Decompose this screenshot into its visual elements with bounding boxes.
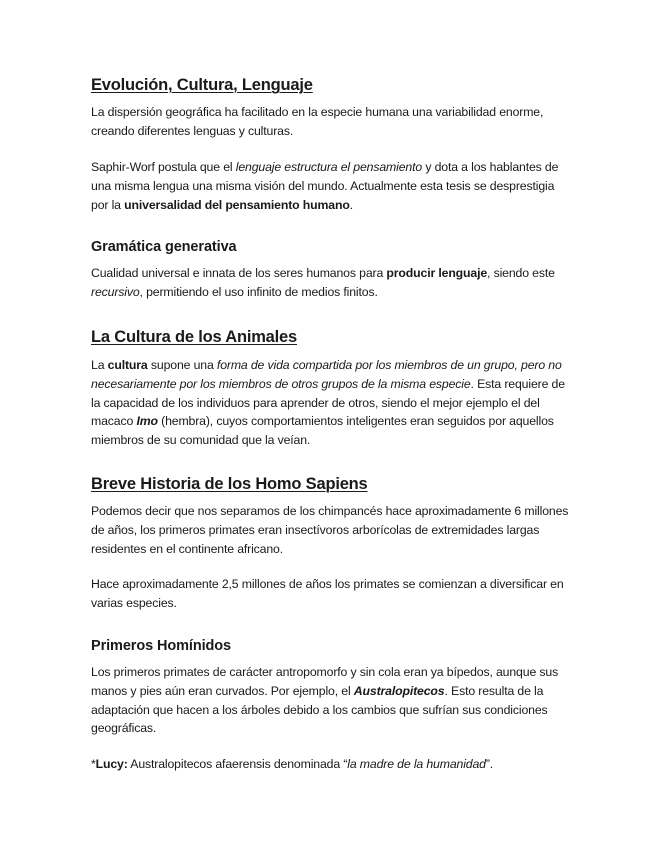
text-run: Los primeros primates de carácter antropomorfo y sin cola eran ya bípedos, aunque sus manos y pies aún eran curvados. Por ejemplo, el bbox=[91, 665, 559, 698]
paragraph-dispersion: La dispersión geográfica ha facilitado en la especie humana una variabilidad enorme, creando diferentes lenguas y culturas. bbox=[91, 105, 544, 138]
text-run: Australopitecos afaerensis denominada “ bbox=[127, 757, 348, 771]
text-run: y dota a los hablantes de una misma lengua una misma visión del mundo. Actualmente esta tesis se desprestigia por la bbox=[91, 160, 559, 212]
bold-run: cultura bbox=[107, 358, 148, 372]
text-run: Saphir-Worf postula que el bbox=[91, 160, 236, 174]
text-run: , siendo este bbox=[487, 266, 555, 280]
note-lucy bbox=[91, 755, 571, 774]
italic-run: forma de vida compartida por los miembros de un grupo, pero no necesariamente por los miembros de otros grupos de la misma especie bbox=[91, 358, 562, 391]
heading-gramatica: Gramática generativa bbox=[91, 239, 237, 255]
paragraph-saphir-worf bbox=[91, 158, 571, 214]
italic-run: lenguaje estructura el pensamiento bbox=[235, 160, 423, 174]
paragraph-diversificacion: Hace aproximadamente 2,5 millones de años los primates se comienzan a diversificar en varias especies. bbox=[91, 577, 564, 610]
paragraph-gramatica bbox=[91, 264, 571, 302]
italic-run: la madre de la humanidad bbox=[347, 757, 486, 771]
text-run: . bbox=[349, 197, 353, 212]
bold-italic-run: Australopitecos bbox=[353, 683, 445, 698]
paragraph-chimpances: Podemos decir que nos separamos de los chimpancés hace aproximadamente 6 millones de años, los primeros primates eran insectívoros arborícolas de extremidades largas residentes en el continente africano. bbox=[91, 504, 569, 556]
paragraph-cultura bbox=[91, 356, 571, 450]
heading-cultura-animales: La Cultura de los Animales bbox=[91, 328, 297, 346]
text-run: supone una bbox=[147, 358, 217, 372]
text-run: (hembra), cuyos comportamientos inteligentes eran seguidos por aquellos miembros de su comunidad que la veían. bbox=[91, 414, 554, 448]
bold-italic-run: Imo bbox=[136, 414, 158, 429]
bold-run: Lucy: bbox=[95, 757, 128, 771]
heading-homo-sapiens: Breve Historia de los Homo Sapiens bbox=[91, 475, 368, 493]
heading-hominidos: Primeros Homínidos bbox=[91, 638, 232, 654]
paragraph-hominidos bbox=[91, 663, 571, 738]
text-run: La bbox=[91, 358, 108, 372]
bold-run: universalidad del pensamiento humano bbox=[124, 197, 350, 212]
bold-run: producir lenguaje bbox=[386, 266, 488, 280]
text-run: , permitiendo el uso infinito de medios finitos. bbox=[139, 284, 378, 299]
heading-evolucion: Evolución, Cultura, Lenguaje bbox=[91, 76, 313, 94]
text-run: ”. bbox=[485, 757, 494, 771]
text-run: Cualidad universal e innata de los seres humanos para bbox=[91, 266, 387, 280]
italic-run: recursivo bbox=[91, 284, 140, 299]
asterisk: * bbox=[91, 757, 96, 771]
text-run: . Esto resulta de la adaptación que hacen a los árboles debido a los cambios que sufrían sus condiciones geográficas. bbox=[91, 683, 548, 736]
text-run: . Esta requiere de la capacidad de los individuos para aprender de otros, siendo el mejor ejemplo el del macaco bbox=[91, 376, 565, 429]
